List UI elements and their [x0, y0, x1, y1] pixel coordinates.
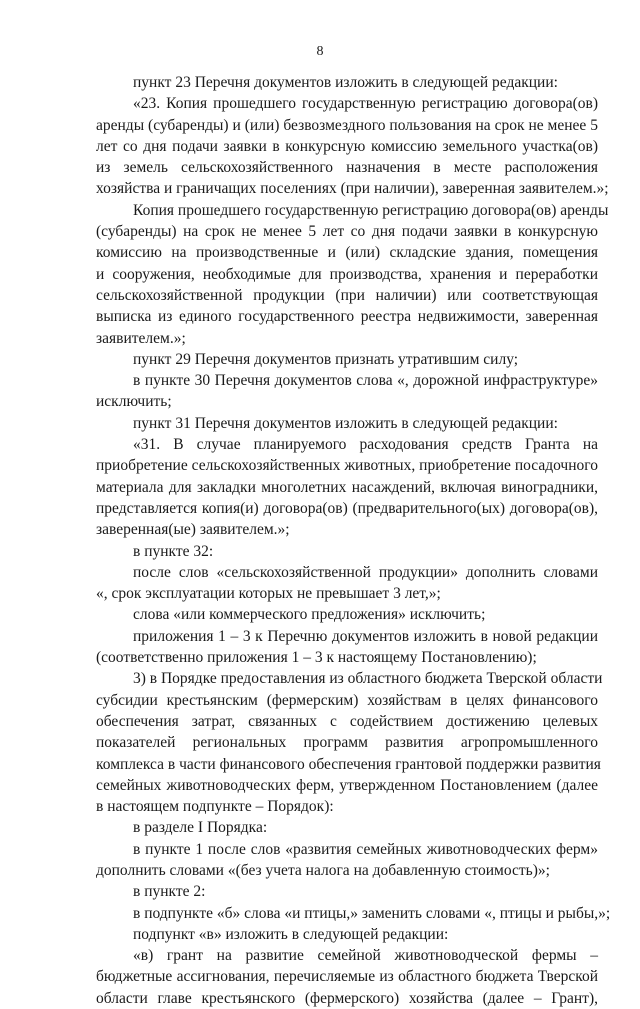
- page-number: 8: [316, 44, 324, 59]
- text-line: (соответственно приложения 1 – 3 к настоящему Постановлению);: [96, 649, 537, 667]
- document-body: [96, 72, 611, 1009]
- text-line: сельскохозяйственной продукции (при наличии) или соответствующая: [96, 286, 598, 304]
- text-line: выписка из единого государственного реестра недвижимости, заверенная: [96, 308, 598, 326]
- text-line: комиссию на производственные и (или) складские здания, помещения: [96, 244, 598, 262]
- text-line: бюджетные ассигнования, перечисляемые из областного бюджета Тверской: [96, 968, 598, 986]
- text-line: приложения 1 – 3 к Перечню документов изложить в новой редакции: [133, 627, 598, 645]
- text-line: лет со дня подачи заявки в конкурсную комиссию земельного участка(ов): [96, 137, 598, 155]
- text-line: в пункте 32:: [133, 542, 214, 560]
- text-line: в пункте 1 после слов «развития семейных животноводческих ферм»: [133, 840, 598, 858]
- text-line: из земель сельскохозяйственного назначения в месте расположения: [96, 159, 598, 177]
- text-line: представляется копия(и) договора(ов) (предварительного(ых) договора(ов),: [96, 499, 598, 517]
- text-line: в подпункте «б» слова «и птицы,» заменить словами «, птицы и рыбы,»;: [133, 904, 611, 922]
- text-line: показателей региональных программ развития агропромышленного: [96, 734, 598, 752]
- text-line: в пункте 2:: [133, 883, 206, 901]
- text-line: хозяйства и граничащих поселениях (при наличии), заверенная заявителем.»;: [96, 180, 609, 198]
- text-line: семейных животноводческих ферм, утвержденном Постановлением (далее: [96, 776, 598, 794]
- text-line: приобретение сельскохозяйственных животных, приобретение посадочного: [96, 457, 598, 475]
- text-line: 3) в Порядке предоставления из областного бюджета Тверской области: [133, 670, 603, 688]
- text-line: в разделе I Порядка:: [133, 819, 268, 837]
- text-line: области главе крестьянского (фермерского) хозяйства (далее – Грант),: [96, 989, 598, 1007]
- text-line: «, срок эксплуатации которых не превышает 3 лет,»;: [96, 585, 441, 603]
- text-line: субсидии крестьянским (фермерским) хозяйствам в целях финансового: [96, 691, 598, 709]
- text-line: аренды (субаренды) и (или) безвозмездного пользования на срок не менее 5: [96, 116, 598, 134]
- text-line: подпункт «в» изложить в следующей редакции:: [133, 925, 449, 943]
- text-line: заявителем.»;: [96, 329, 186, 347]
- text-line: пункт 23 Перечня документов изложить в следующей редакции:: [133, 74, 558, 91]
- text-line: «31. В случае планируемого расходования средств Гранта на: [133, 436, 598, 454]
- text-line: обеспечения затрат, связанных с содействием достижению целевых: [96, 712, 598, 730]
- text-line: (субаренды) на срок не менее 5 лет со дня подачи заявки в конкурсную: [96, 223, 598, 241]
- text-line: Копия прошедшего государственную регистрацию договора(ов) аренды: [133, 201, 609, 219]
- text-line: и сооружения, необходимые для производства, хранения и переработки: [96, 265, 598, 283]
- text-line: в настоящем подпункте – Порядок):: [96, 798, 334, 816]
- text-line: материала для закладки многолетних насаждений, включая виноградники,: [96, 478, 598, 496]
- text-line: «23. Копия прошедшего государственную регистрацию договора(ов): [133, 95, 598, 113]
- text-line: дополнить словами «(без учета налога на добавленную стоимость)»;: [96, 861, 550, 879]
- text-line: пункт 29 Перечня документов признать утратившим силу;: [133, 350, 519, 368]
- text-line: слова «или коммерческого предложения» исключить;: [133, 606, 486, 624]
- text-line: пункт 31 Перечня документов изложить в следующей редакции:: [133, 414, 558, 432]
- text-line: исключить;: [96, 393, 172, 411]
- text-line: после слов «сельскохозяйственной продукции» дополнить словами: [133, 563, 598, 581]
- text-line: в пункте 30 Перечня документов слова «, дорожной инфраструктуре»: [133, 372, 598, 390]
- text-line: заверенная(ые) заявителем.»;: [96, 521, 290, 539]
- text-line: комплекса в части финансового обеспечения грантовой поддержки развития: [96, 755, 601, 773]
- text-line: «в) грант на развитие семейной животноводческой фермы –: [133, 947, 598, 965]
